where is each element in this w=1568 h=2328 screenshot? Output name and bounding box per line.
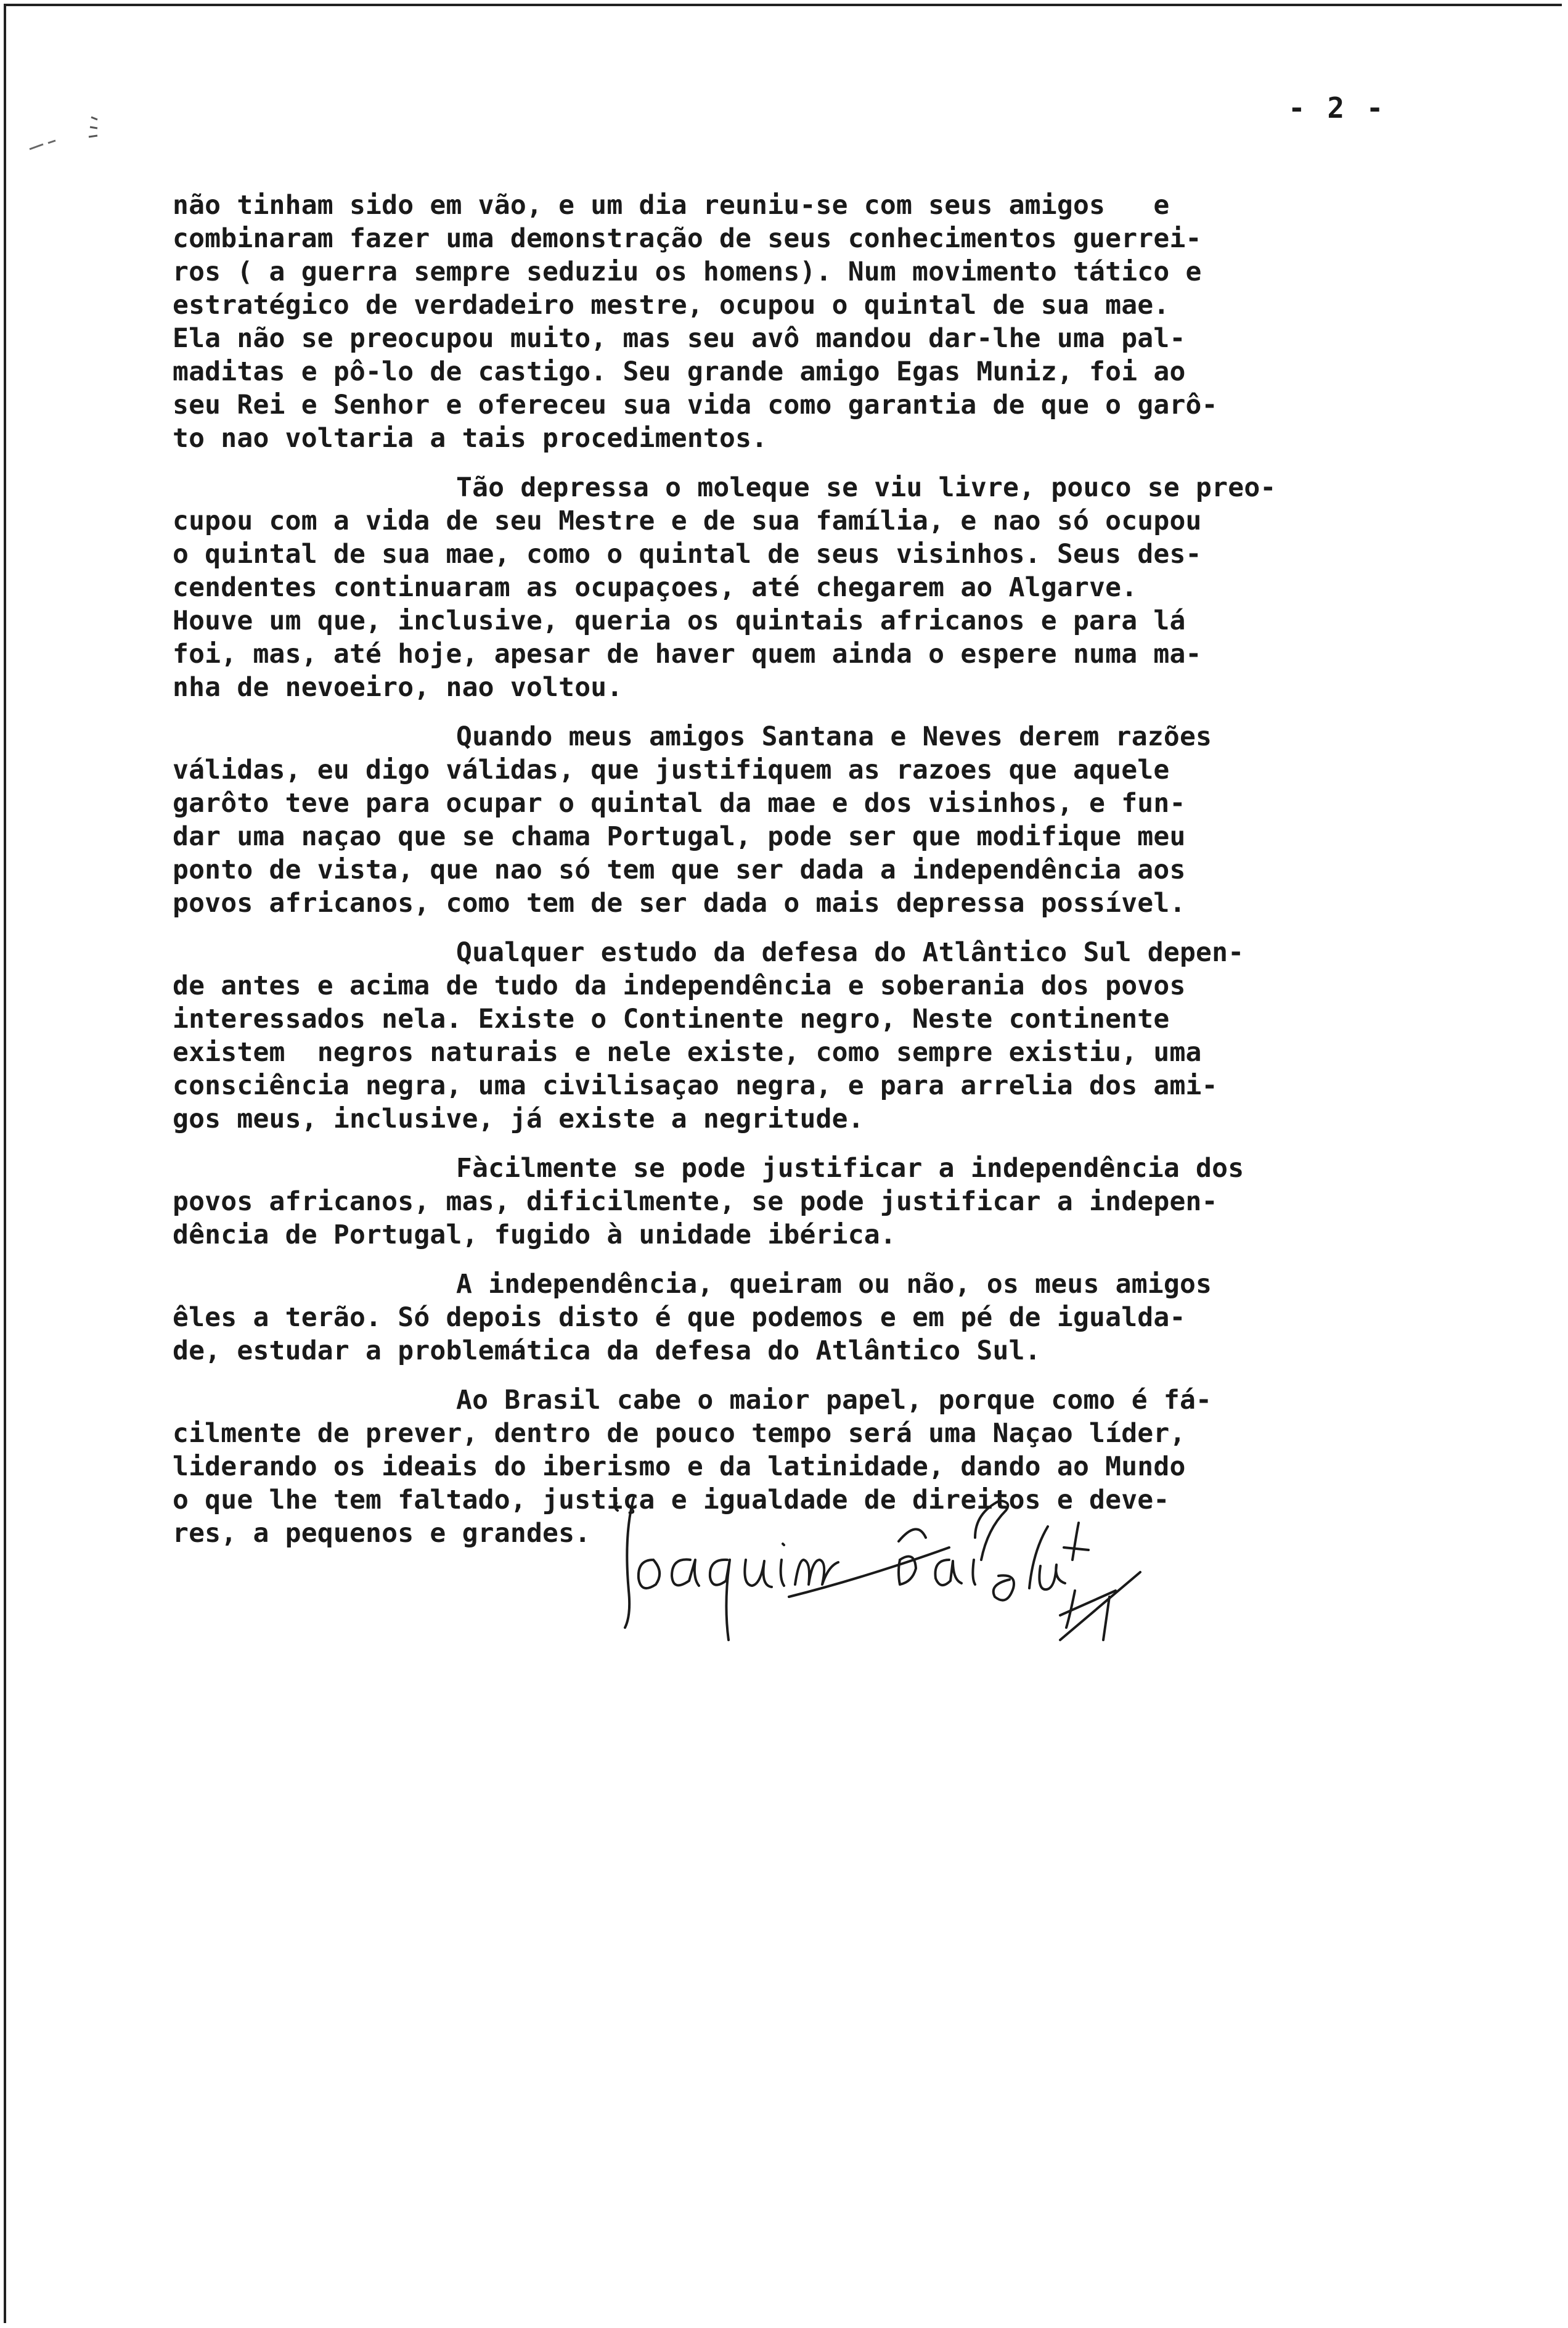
text-line: Tão depressa o moleque se viu livre, pouco se preo- <box>456 472 1276 503</box>
text-line: liderando os ideais do iberismo e da latinidade, dando ao Mundo <box>173 1451 1186 1482</box>
text-line: A independência, queiram ou não, os meus amigos <box>456 1269 1212 1300</box>
text-line: combinaram fazer uma demonstração de seus conhecimentos guerrei- <box>173 223 1202 254</box>
text-line: nha de nevoeiro, nao voltou. <box>173 672 623 703</box>
paragraph-4 <box>173 936 1436 1136</box>
paragraph-2 <box>173 471 1436 704</box>
paragraph-3 <box>173 720 1436 920</box>
text-line: Qualquer estudo da defesa do Atlântico Sul depen- <box>456 937 1244 968</box>
text-line: ponto de vista, que nao só tem que ser dada a independência aos <box>173 855 1186 885</box>
paragraph-1 <box>173 189 1436 455</box>
handwritten-signature <box>604 1467 1196 1652</box>
text-line: o que lhe tem faltado, justiça e igualdade de direitos e deve- <box>173 1485 1170 1515</box>
text-line: cendentes continuaram as ocupaçoes, até chegarem ao Algarve. <box>173 572 1138 603</box>
text-line: Ao Brasil cabe o maior papel, porque como é fá- <box>456 1385 1212 1416</box>
text-line: Ela não se preocupou muito, mas seu avô mandou dar-lhe uma pal- <box>173 323 1186 354</box>
text-line: maditas e pô-lo de castigo. Seu grande amigo Egas Muniz, foi ao <box>173 356 1186 387</box>
text-line: garôto teve para ocupar o quintal da mae e dos visinhos, e fun- <box>173 788 1186 819</box>
text-line: não tinham sido em vão, e um dia reuniu-se com seus amigos e <box>173 190 1170 221</box>
text-line: to nao voltaria a tais procedimentos. <box>173 423 768 454</box>
text-line: Fàcilmente se pode justificar a independência dos <box>456 1153 1244 1184</box>
text-line: válidas, eu digo válidas, que justifiquem as razoes que aquele <box>173 755 1170 785</box>
text-line: Houve um que, inclusive, queria os quintais africanos e para lá <box>173 605 1186 636</box>
text-line: cilmente de prever, dentro de pouco tempo será uma Naçao líder, <box>173 1418 1186 1449</box>
text-line: interessados nela. Existe o Continente negro, Neste continente <box>173 1004 1170 1035</box>
letter-body <box>173 189 1436 1566</box>
paragraph-5 <box>173 1152 1436 1252</box>
text-line: o quintal de sua mae, como o quintal de seus visinhos. Seus des- <box>173 539 1202 570</box>
text-line: Quando meus amigos Santana e Neves derem razões <box>456 721 1212 752</box>
text-line: cupou com a vida de seu Mestre e de sua família, e nao só ocupou <box>173 506 1202 536</box>
page-number: - 2 - <box>1288 91 1386 125</box>
text-line: res, a pequenos e grandes. <box>173 1518 591 1549</box>
text-line: de, estudar a problemática da defesa do Atlântico Sul. <box>173 1335 1041 1366</box>
text-line: povos africanos, como tem de ser dada o mais depressa possível. <box>173 888 1186 919</box>
text-line: povos africanos, mas, dificilmente, se pode justificar a indepen- <box>173 1186 1218 1217</box>
text-line: êles a terão. Só depois disto é que podemos e em pé de igualda- <box>173 1302 1186 1333</box>
text-line: seu Rei e Senhor e ofereceu sua vida como garantia de que o garô- <box>173 390 1218 420</box>
text-line: foi, mas, até hoje, apesar de haver quem ainda o espere numa ma- <box>173 639 1202 670</box>
text-line: dar uma naçao que se chama Portugal, pode ser que modifique meu <box>173 821 1186 852</box>
text-line: consciência negra, uma civilisaçao negra, e para arrelia dos ami- <box>173 1070 1218 1101</box>
text-line: existem negros naturais e nele existe, como sempre existiu, uma <box>173 1037 1202 1068</box>
text-line: de antes e acima de tudo da independência e soberania dos povos <box>173 970 1186 1001</box>
paragraph-6 <box>173 1268 1436 1367</box>
text-line: dência de Portugal, fugido à unidade ibérica. <box>173 1219 896 1250</box>
text-line: ros ( a guerra sempre seduziu os homens). Num movimento tático e <box>173 256 1202 287</box>
text-line: gos meus, inclusive, já existe a negritude. <box>173 1104 864 1134</box>
text-line: estratégico de verdadeiro mestre, ocupou o quintal de sua mae. <box>173 290 1170 321</box>
margin-mark <box>17 109 116 170</box>
